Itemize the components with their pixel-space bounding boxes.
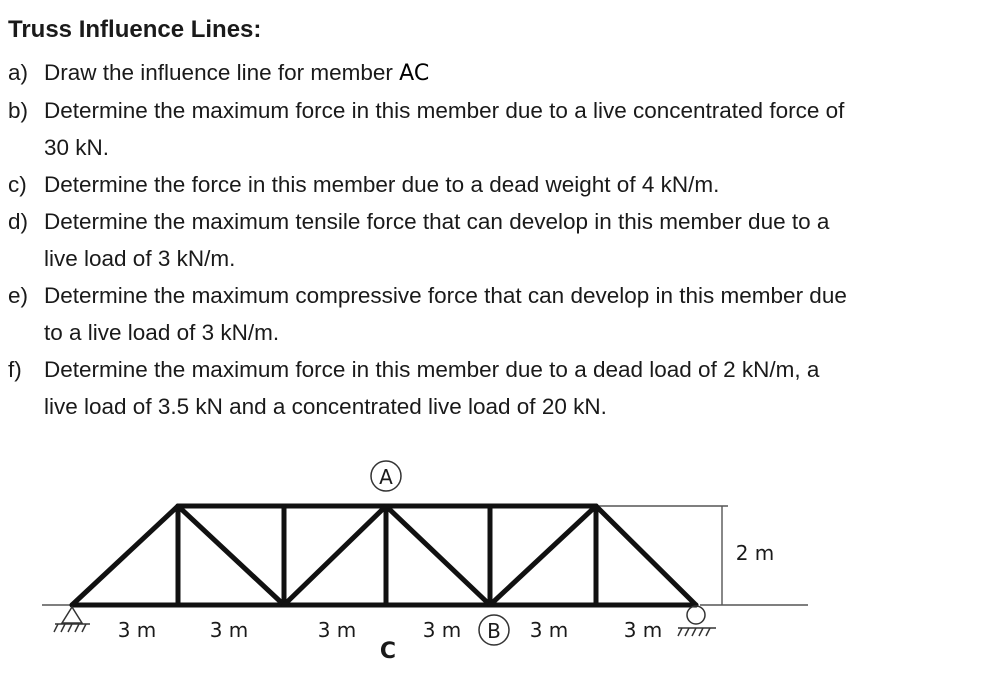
- question-letter: d): [8, 209, 29, 234]
- roller-support-icon: [678, 606, 716, 636]
- question-text-line-2: 30 kN.: [44, 135, 110, 160]
- question-text-line-1: Determine the maximum force in this member due to a dead load of 2 kN/m, a: [44, 357, 820, 382]
- panel-label: 3 m: [209, 618, 249, 642]
- truss-members: [72, 506, 696, 605]
- dimension-lines: [42, 506, 808, 605]
- truss-diagram: [0, 440, 993, 689]
- diagonal-1: [178, 506, 284, 605]
- question-list: [8, 54, 983, 425]
- question-letter: a): [8, 60, 29, 85]
- question-b: [8, 92, 983, 166]
- node-a-label: A: [379, 465, 393, 489]
- question-f: [8, 351, 983, 425]
- question-a: [8, 54, 983, 92]
- question-text-line-1: Determine the maximum compressive force that can develop in this member due: [44, 283, 847, 308]
- panel-label: 3 m: [422, 618, 462, 642]
- diagonal-4: [490, 506, 596, 605]
- question-letter: c): [8, 172, 27, 197]
- question-letter: e): [8, 283, 29, 308]
- question-d: [8, 203, 983, 277]
- panel-label: 3 m: [623, 618, 663, 642]
- question-letter: b): [8, 98, 29, 123]
- panel-label: 3 m: [117, 618, 157, 642]
- member-label: AC: [399, 61, 430, 86]
- end-diagonal-left: [72, 506, 178, 605]
- question-letter: f): [8, 357, 22, 382]
- panel-label: 3 m: [529, 618, 569, 642]
- pin-support-icon: [54, 607, 90, 632]
- question-text-line-2: to a live load of 3 kN/m.: [44, 320, 280, 345]
- question-text-line-1: Determine the maximum force in this member due to a live concentrated force of: [44, 98, 845, 123]
- height-label: 2 m: [735, 541, 775, 565]
- diagonal-3: [386, 506, 490, 605]
- node-c-label: C: [379, 639, 397, 664]
- question-text-line-2: live load of 3 kN/m.: [44, 246, 236, 271]
- diagonal-2: [284, 506, 386, 605]
- node-b-label: B: [487, 619, 501, 643]
- question-c: [8, 166, 983, 203]
- page-title: Truss Influence Lines:: [8, 16, 262, 43]
- question-text: Draw the influence line for member: [44, 60, 400, 85]
- question-text-line-1: Determine the maximum tensile force that can develop in this member due to a: [44, 209, 830, 234]
- panel-label: 3 m: [317, 618, 357, 642]
- question-text-line-2: live load of 3.5 kN and a concentrated live load of 20 kN.: [44, 394, 607, 419]
- question-e: [8, 277, 983, 351]
- question-text: Determine the force in this member due to a dead weight of 4 kN/m.: [44, 172, 720, 197]
- end-diagonal-right: [596, 506, 696, 605]
